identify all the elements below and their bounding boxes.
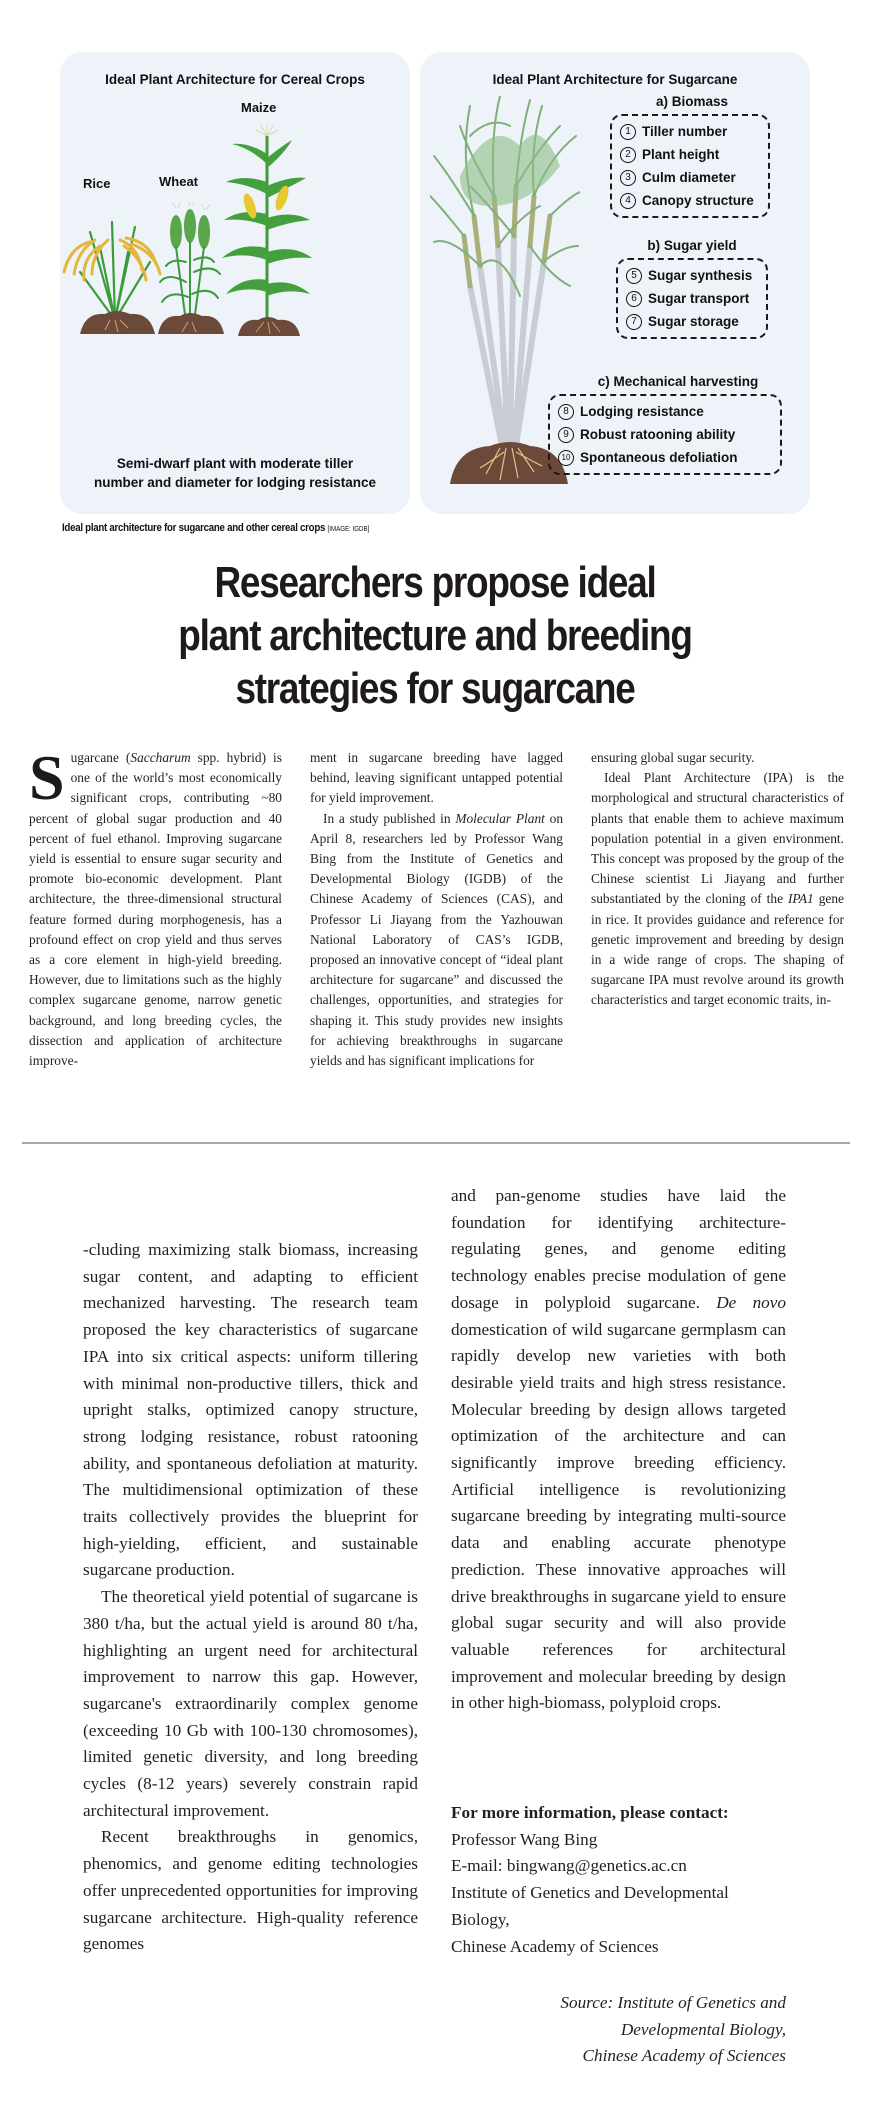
trait-item <box>558 400 772 423</box>
biomass-traits-box <box>610 114 770 218</box>
trait-label: Culm diameter <box>642 170 736 185</box>
contact-academy: Chinese Academy of Sciences <box>451 1936 659 1956</box>
article-column-2 <box>310 748 563 1071</box>
cereal-panel-note <box>60 454 410 492</box>
paragraph-2-continued: ensuring global sugar security. <box>591 750 755 765</box>
article-column-3 <box>591 748 844 1011</box>
trait-item <box>620 120 760 143</box>
paragraph-1-continued: ment in sugarcane breeding have lagged behind, leaving significant untapped potential for yield improvement. <box>310 750 563 806</box>
text: on April 8, researchers led by Professor Wang Bing from the Institute of Genetics and Developmental Biology (IGDB) of the Chinese Academy of Sciences (CAS), and Professor Li Jiayang from the Yazhouwan National Laboratory of CAS’s IGDB, proposed an innovative concept of “ideal plant architecture for sugarcane” and discussed the challenges, opportunities, and strategies for shaping it. This study provides new insights for achieving breakthroughs in sugarcane yields and has significant implications for <box>310 810 564 1069</box>
paragraph-5: Recent breakthroughs in genomics, phenomics, and genome editing technologies offer unprecedented opportunities for improving sugarcane architecture. High-quality reference genomes <box>83 1827 418 1954</box>
group-heading-sugar-yield: b) Sugar yield <box>647 238 737 253</box>
headline-line-1: Researchers propose ideal <box>214 558 656 607</box>
number-1-icon: 1 <box>620 124 636 140</box>
sugarcane-panel <box>420 52 810 514</box>
source-line-1: Source: Institute of Genetics and <box>560 1993 786 2012</box>
contact-institute: Institute of Genetics and Developmental Biology, <box>451 1883 729 1929</box>
number-6-icon: 6 <box>626 291 642 307</box>
trait-label: Robust ratooning ability <box>580 427 736 442</box>
contact-block <box>451 1800 791 1960</box>
journal-name: Molecular Plant <box>455 810 545 826</box>
number-7-icon: 7 <box>626 314 642 330</box>
drop-cap: S <box>29 742 65 813</box>
paragraph-1 <box>29 742 282 1071</box>
trait-label: Canopy structure <box>642 193 754 208</box>
trait-label: Sugar storage <box>648 314 739 329</box>
note-line-2: number and diameter for lodging resistance <box>93 475 377 490</box>
trait-item <box>620 189 760 212</box>
text: domestication of wild sugarcane germplasm can rapidly develop new varieties with both desirable yield traits and high stress resistance. Molecular breeding by design allows targeted optimization of the architecture and can significantly improve breeding efficiency. Artificial intelligence is revolutionizing sugarcane breeding by integrating multi-source data and enabling accurate phenotype prediction. These innovative approaches will drive breakthroughs in sugarcane yield to ensure global sugar security and will also provide valuable references for architectural improvement and molecular breeding by design in other high-biomass, polyploid crops. <box>451 1319 786 1713</box>
group-heading-biomass: a) Biomass <box>655 94 729 109</box>
number-4-icon: 4 <box>620 193 636 209</box>
trait-item <box>626 310 758 333</box>
paragraph-3-continued: -cluding maximizing stalk biomass, increasing sugar content, and adapting to efficient mechanized harvesting. The research team proposed the key characteristics of sugarcane IPA into six critical aspects: uniform tillering with minimal non-productive tillers, thick and upright stalks, optimized canopy structure, strong lodging resistance, robust ratooning ability, and spontaneous defoliation at maturity. The multidimensional optimization of these traits collectively provides the blueprint for high-yielding, efficient, and sustainable sugarcane production. <box>83 1240 418 1580</box>
section-divider <box>22 1142 850 1144</box>
number-10-icon: 10 <box>558 450 574 466</box>
gene-name: IPA1 <box>787 891 814 907</box>
contact-name: Professor Wang Bing <box>451 1829 598 1849</box>
trait-label: Lodging resistance <box>580 404 704 419</box>
sugar-yield-traits-box <box>616 258 768 339</box>
number-2-icon: 2 <box>620 147 636 163</box>
source-line-3: Chinese Academy of Sciences <box>582 2046 786 2066</box>
trait-label: Tiller number <box>642 124 728 139</box>
harvesting-traits-box <box>548 394 782 475</box>
trait-item <box>620 166 760 189</box>
trait-label: Sugar transport <box>648 291 750 306</box>
trait-label: Spontaneous defoliation <box>580 450 738 465</box>
text: gene in rice. It provides guidance and reference for genetic improvement and breeding by design in a wide range of crops. The shaping of sugarcane IPA must revolve around its growth characteristics and target economic traits, in- <box>591 891 844 1008</box>
headline-line-3: strategies for sugarcane <box>235 664 635 713</box>
trait-item <box>558 423 772 446</box>
article-headline <box>40 556 830 715</box>
text: ugarcane ( <box>70 750 131 765</box>
paragraph-5-continued <box>451 1183 786 1717</box>
trait-item <box>620 143 760 166</box>
sugarcane-panel-title: Ideal Plant Architecture for Sugarcane <box>492 72 738 87</box>
note-line-1: Semi-dwarf plant with moderate tiller <box>116 456 354 471</box>
text: Ideal Plant Architecture (IPA) is the morphological and structural characteristics of plants that enable them to achieve maximum population potential in a given environment. This concept was proposed by the group of the Chinese scientist Li Jiayang and further substantiated by the cloning of the <box>591 770 844 907</box>
number-5-icon: 5 <box>626 268 642 284</box>
trait-label: Plant height <box>642 147 720 162</box>
maize-plant-icon <box>220 124 315 339</box>
number-3-icon: 3 <box>620 170 636 186</box>
continued-column-1 <box>83 1237 418 1958</box>
wheat-label: Wheat <box>159 174 198 189</box>
continued-column-2 <box>451 1183 786 1717</box>
paragraph-4: The theoretical yield potential of sugarcane is 380 t/ha, but the actual yield is around 80 t/ha, highlighting an urgent need for architectural improvement to narrow this gap. However, sugarcane's extraordinarily complex genome (exceeding 10 Gb with 100-130 chromosomes), limited genetic diversity, and long breeding cycles (8-12 years) severely constrain rapid architectural improvement. <box>83 1587 418 1820</box>
text: spp. hybrid) is one of the world’s most economically significant crops, contributing ~80 percent of global sugar production and 40 percent of fuel ethanol. Improving sugarcane yield is essential to ensure sugar security and promote bio-economic development. Plant architecture, the three-dimensional structural feature formed during morphogenesis, has a profound effect on crop yield and thus serves as a core element in high-yield breeding. However, due to limitations such as the highly complex sugarcane genome, narrow genetic background, and long breeding cycles, the dissection and application of architecture improve- <box>29 750 282 1069</box>
source-credit <box>451 1990 786 2070</box>
maize-label: Maize <box>241 100 277 115</box>
contact-heading: For more information, please contact: <box>451 1803 729 1822</box>
headline-line-2: plant architecture and breeding <box>178 611 692 660</box>
wheat-plant-icon <box>150 202 230 337</box>
image-credit: [IMAGE: IGDB] <box>327 526 370 533</box>
trait-item <box>626 287 758 310</box>
rice-label: Rice <box>83 176 111 191</box>
paragraph-3 <box>591 768 844 1010</box>
cereal-panel-title: Ideal Plant Architecture for Cereal Crops <box>105 72 365 87</box>
paragraph-2 <box>310 809 563 1072</box>
text: and pan-genome studies have laid the foundation for identifying architecture-regulating genes, and genome editing technology enables precise modulation of gene dosage in polyploid sugarcane. <box>451 1186 786 1312</box>
infographic-figure <box>60 52 810 514</box>
trait-item <box>558 446 772 469</box>
trait-item <box>626 264 758 287</box>
trait-label: Sugar synthesis <box>648 268 753 283</box>
article-column-1 <box>29 742 282 1071</box>
contact-email[interactable]: E-mail: bingwang@genetics.ac.cn <box>451 1856 687 1876</box>
cereal-crops-panel <box>60 52 410 514</box>
species-name: Saccharum <box>130 750 191 765</box>
figure-caption <box>62 522 369 534</box>
source-line-2: Developmental Biology, <box>620 2019 786 2039</box>
number-8-icon: 8 <box>558 404 574 420</box>
italic-term: De novo <box>716 1292 786 1312</box>
text: In a study published in <box>323 810 456 826</box>
caption-text: Ideal plant architecture for sugarcane and other cereal crops <box>62 522 326 534</box>
group-heading-mechanical-harvesting: c) Mechanical harvesting <box>597 374 759 389</box>
number-9-icon: 9 <box>558 427 574 443</box>
